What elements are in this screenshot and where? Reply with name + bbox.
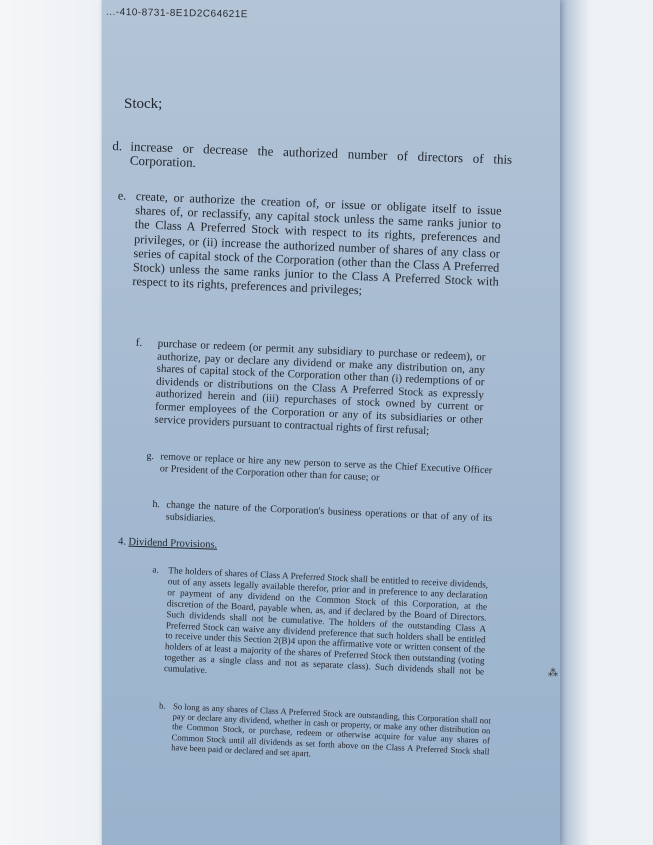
- clause-d: [112, 139, 513, 181]
- clause-letter: d.: [112, 138, 123, 154]
- clause-text: purchase or redeem (or permit any subsidiary to purchase or redeem), or authorize, pay or declare any dividend or make any distribution on, any shares of capital stock of the Corporation other than (i) redemptions of or dividends or distributions on the Class A Preferred Stock as expressly authorized herein and (iii) repurchases of stock owned by current or former employees of the Corporation or any of its subsidiaries or other service providers pursuant to contractual rights of first refusal;: [154, 337, 486, 437]
- document-header-id: ...-410-8731-8E1D2C64621E: [105, 6, 249, 21]
- clause-letter: f.: [135, 336, 143, 349]
- clause-text: change the nature of the Corporation's business operations or that of any of its subsidiaries.: [165, 499, 493, 525]
- clause-letter: b.: [158, 700, 166, 711]
- clause-f: [132, 337, 485, 440]
- stock-continuation: Stock;: [124, 96, 163, 112]
- dividend-clause-a: [148, 564, 489, 688]
- clause-g: [146, 451, 493, 489]
- clause-text: create, or authorize the creation of, or issue or obligate itself to issue shares of, or reclassify, any capital stock unless the same ranks junior to the Class A Preferred Stock with respect to its rights, preferences and privileges, or (ii) increase the authorized number of shares of any class or series of capital stock of the Corporation (other than the Class A Preferred Stock) unless the same ranks junior to the Class A Preferred Stock with respect to its rights, preferences and privileges;: [132, 189, 502, 298]
- margin-mark: ⁂: [548, 668, 558, 679]
- clause-text: remove or replace or hire any new person to serve as the Chief Executive Officer or President of the Corporation other than for cause; or: [159, 451, 493, 484]
- document-content: [102, 0, 560, 845]
- dividend-clause-b: [157, 700, 491, 766]
- clause-h: [152, 499, 493, 537]
- clause-letter: e.: [117, 188, 127, 203]
- clause-e: [114, 188, 502, 303]
- clause-letter: h.: [152, 498, 161, 511]
- clause-text: increase or decrease the authorized number of directors of this Corporation.: [129, 138, 513, 171]
- section-number: 4.: [117, 536, 127, 548]
- section-title: Dividend Provisions.: [128, 536, 218, 551]
- clause-text: So long as any shares of Class A Preferred Stock are outstanding, this Corporation shall not pay or declare any dividend, whether in cash or property, or make any other distribution on the Common Stock, or purchase, redeem or otherwise acquire for value any shares of Common Stock until all dividends as set forth above on the Class A Preferred Stock shall have been paid or declared and set apart.: [171, 701, 491, 759]
- section-4-heading: [118, 536, 217, 550]
- clause-letter: a.: [152, 564, 160, 575]
- clause-text: The holders of shares of Class A Preferred Stock shall be entitled to receive dividends, out of any assets legally available therefor, prior and in preference to any declaration or payment of any dividend on the Common Stock of this Corporation, at the discretion of the Board, payable when, as, and if declared by the Board of Directors. Such dividends shall not be cumulative. The holders of the outstanding Class A Preferred Stock can waive any dividend preference that such holders shall be entitled to receive under this Section 2(B)4 upon the affirmative vote or written consent of the holders of at least a majority of the shares of Preferred Stock then outstanding (voting together as a single class and not as separate class). Such dividends shall not be cumulative.: [163, 565, 489, 677]
- clause-letter: g.: [146, 450, 155, 463]
